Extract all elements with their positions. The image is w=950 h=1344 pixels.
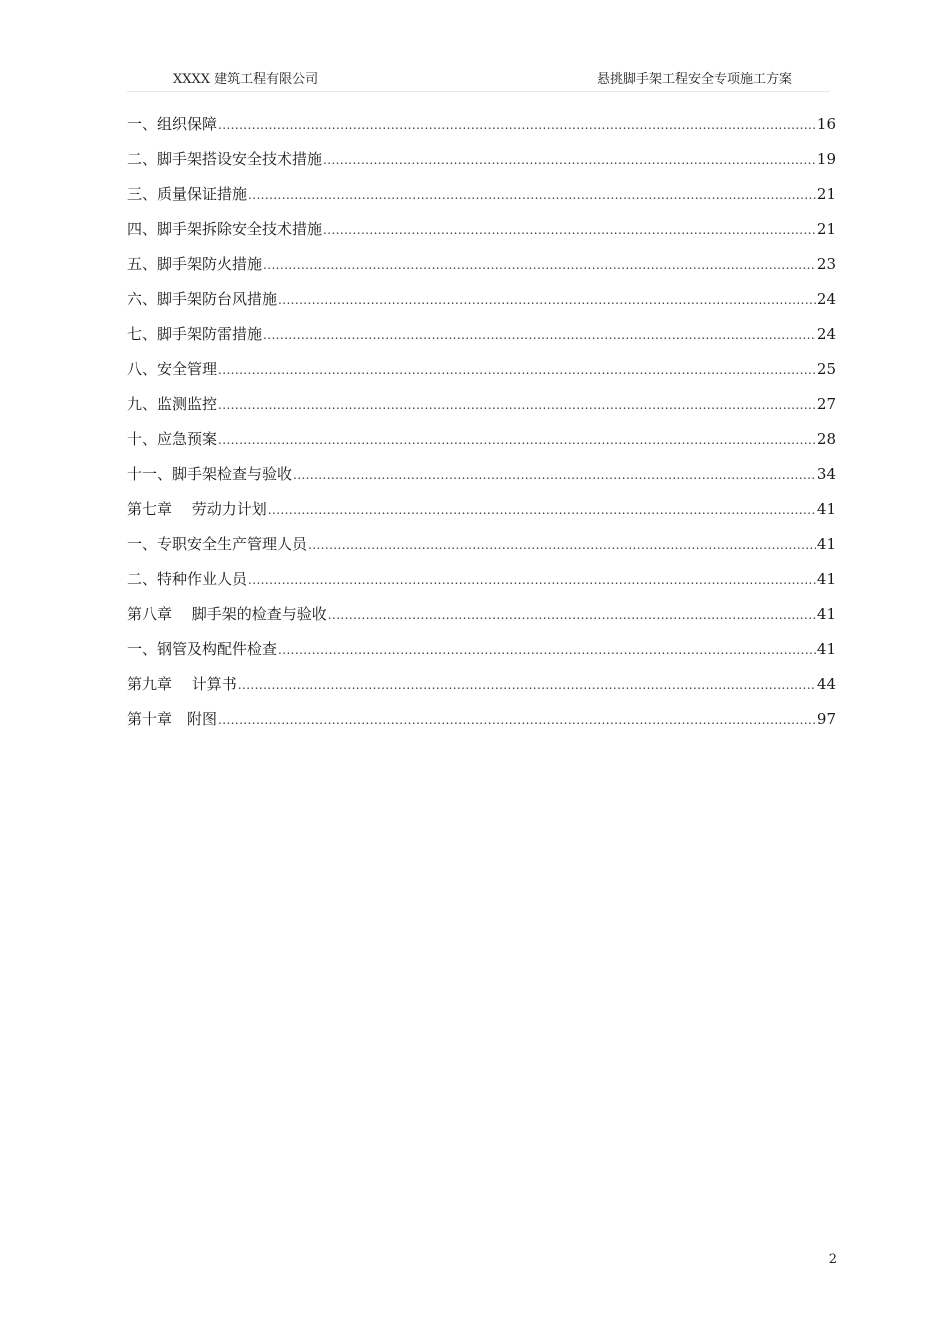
toc-entry-title: 第十章 附图 — [127, 710, 218, 728]
toc-entry-page: 27 — [816, 395, 836, 413]
toc-entry-title: 一、组织保障 — [127, 115, 218, 133]
toc-entry-page: 25 — [816, 360, 836, 378]
toc-entry[interactable] — [127, 393, 836, 428]
toc-entry[interactable] — [127, 358, 836, 393]
toc-dot-leader — [323, 220, 816, 238]
toc-entry-title: 七、脚手架防雷措施 — [127, 325, 263, 343]
toc-entry-page: 41 — [816, 500, 836, 518]
toc-entry-title: 第八章 脚手架的检查与验收 — [127, 605, 327, 623]
toc-entry-title: 九、监测监控 — [127, 395, 218, 413]
toc-entry[interactable] — [127, 498, 836, 533]
toc-dot-leader — [218, 115, 816, 133]
toc-dot-leader — [218, 710, 816, 728]
toc-dot-leader — [218, 395, 816, 413]
toc-entry-page: 41 — [816, 605, 836, 623]
toc-entry-page: 41 — [816, 640, 836, 658]
toc-entry-title: 五、脚手架防火措施 — [127, 255, 263, 273]
toc-entry[interactable] — [127, 323, 836, 358]
table-of-contents — [127, 113, 836, 743]
toc-entry[interactable] — [127, 568, 836, 603]
toc-entry-title: 八、安全管理 — [127, 360, 218, 378]
company-name: XXXX 建筑工程有限公司 — [173, 72, 319, 87]
toc-entry-page: 28 — [816, 430, 836, 448]
document-title: 悬挑脚手架工程安全专项施工方案 — [596, 72, 792, 87]
toc-entry-title: 第九章 计算书 — [127, 675, 237, 693]
toc-entry-page: 19 — [816, 150, 836, 168]
page-header — [127, 64, 830, 92]
toc-entry[interactable] — [127, 708, 836, 743]
toc-entry[interactable] — [127, 148, 836, 183]
toc-dot-leader — [278, 290, 816, 308]
toc-entry-title: 一、专职安全生产管理人员 — [127, 535, 308, 553]
toc-dot-leader — [218, 360, 816, 378]
toc-entry-page: 24 — [816, 325, 836, 343]
toc-dot-leader — [328, 605, 816, 623]
toc-entry[interactable] — [127, 183, 836, 218]
toc-entry[interactable] — [127, 288, 836, 323]
toc-dot-leader — [263, 255, 816, 273]
toc-entry[interactable] — [127, 463, 836, 498]
toc-entry-page: 21 — [816, 185, 836, 203]
toc-entry[interactable] — [127, 428, 836, 463]
toc-dot-leader — [248, 570, 816, 588]
toc-entry-title: 第七章 劳动力计划 — [127, 500, 267, 518]
toc-entry[interactable] — [127, 638, 836, 673]
toc-entry-page: 41 — [816, 570, 836, 588]
toc-dot-leader — [263, 325, 816, 343]
toc-entry-title: 四、脚手架拆除安全技术措施 — [127, 220, 323, 238]
toc-entry-page: 16 — [816, 115, 836, 133]
toc-entry-page: 21 — [816, 220, 836, 238]
toc-entry-page: 97 — [816, 710, 836, 728]
toc-dot-leader — [248, 185, 816, 203]
toc-dot-leader — [278, 640, 816, 658]
toc-entry[interactable] — [127, 113, 836, 148]
toc-dot-leader — [268, 500, 816, 518]
toc-entry-title: 三、质量保证措施 — [127, 185, 248, 203]
toc-dot-leader — [238, 675, 816, 693]
toc-entry[interactable] — [127, 253, 836, 288]
toc-dot-leader — [293, 465, 816, 483]
toc-entry-page: 44 — [816, 675, 836, 693]
page-number: 2 — [828, 1252, 837, 1267]
toc-entry[interactable] — [127, 533, 836, 568]
toc-entry-title: 十一、脚手架检查与验收 — [127, 465, 293, 483]
toc-entry-page: 23 — [816, 255, 836, 273]
toc-entry-page: 34 — [816, 465, 836, 483]
toc-entry-page: 24 — [816, 290, 836, 308]
toc-entry[interactable] — [127, 603, 836, 638]
toc-dot-leader — [308, 535, 816, 553]
toc-entry-title: 二、特种作业人员 — [127, 570, 248, 588]
toc-entry-page: 41 — [816, 535, 836, 553]
toc-entry-title: 十、应急预案 — [127, 430, 218, 448]
toc-entry[interactable] — [127, 218, 836, 253]
toc-entry[interactable] — [127, 673, 836, 708]
toc-entry-title: 六、脚手架防台风措施 — [127, 290, 278, 308]
toc-entry-title: 二、脚手架搭设安全技术措施 — [127, 150, 323, 168]
toc-dot-leader — [323, 150, 816, 168]
toc-dot-leader — [218, 430, 816, 448]
toc-entry-title: 一、钢管及构配件检查 — [127, 640, 278, 658]
